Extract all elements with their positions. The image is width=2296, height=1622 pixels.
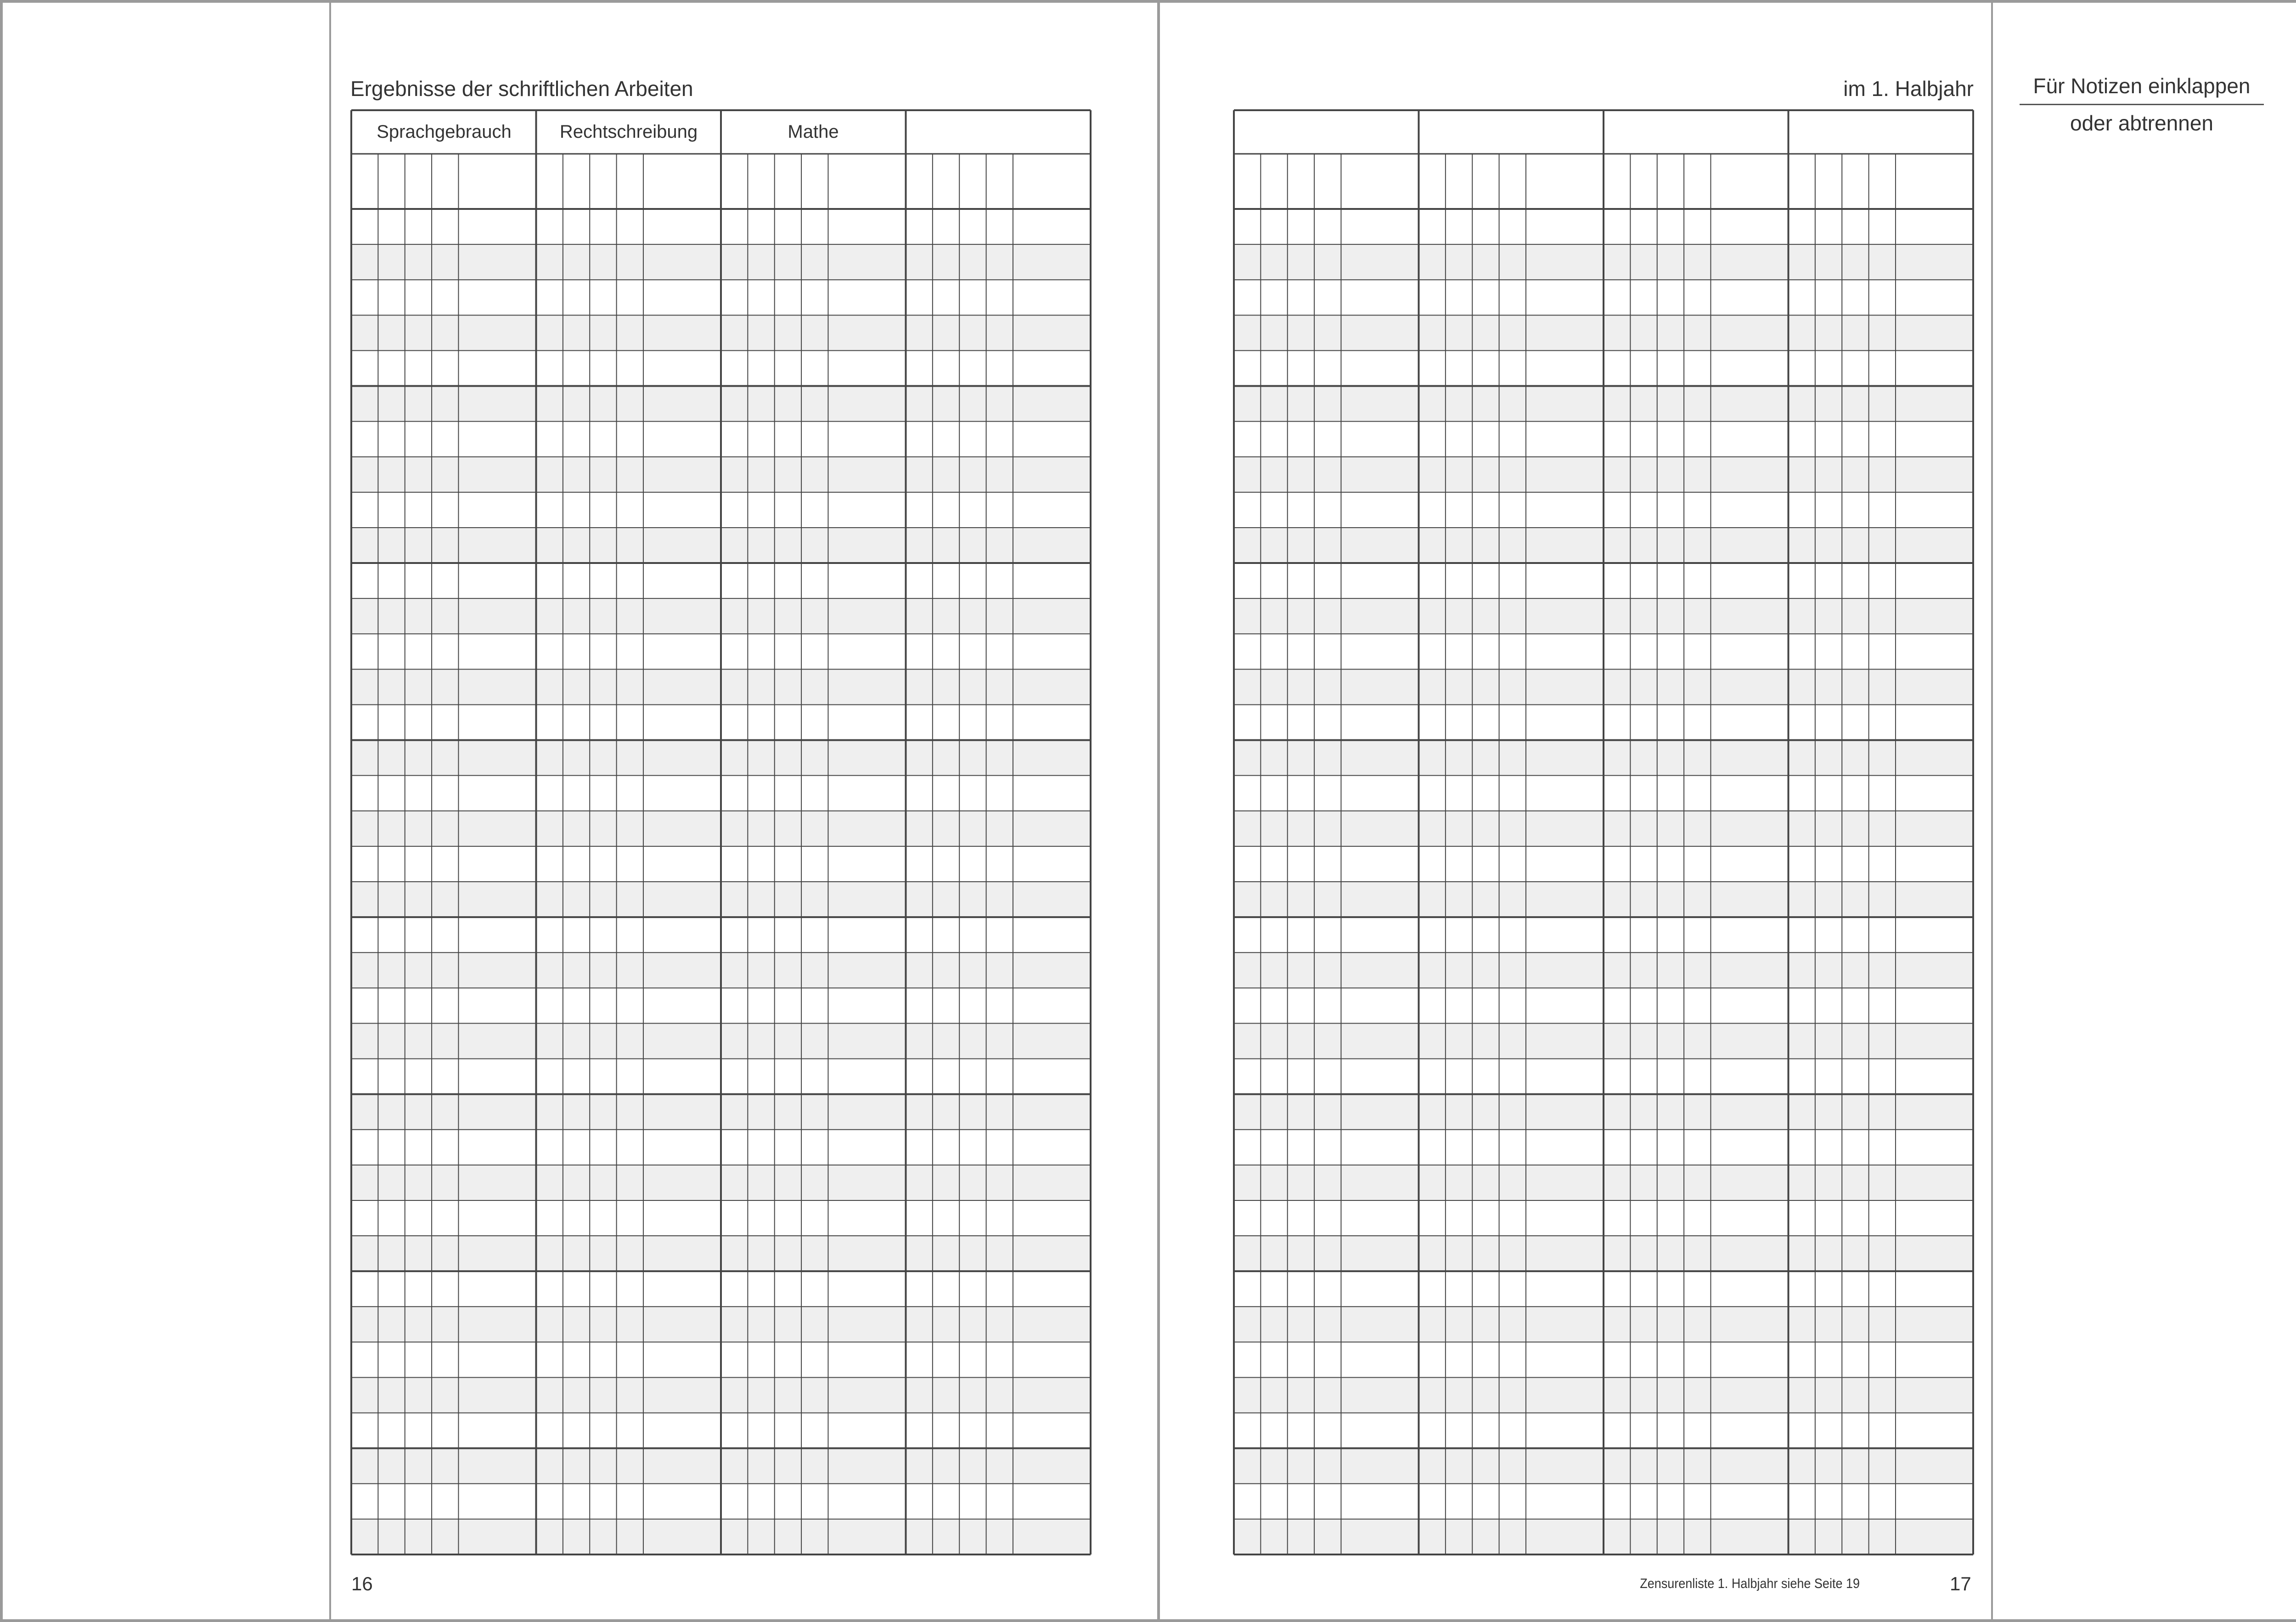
grades-table-left bbox=[350, 109, 1092, 1555]
column-header-mathe: Mathe bbox=[788, 122, 839, 142]
right-page-title: im 1. Halbjahr bbox=[1843, 77, 1974, 101]
right-page-number: 17 bbox=[1950, 1573, 1971, 1594]
right-table-grid bbox=[1233, 109, 1974, 1555]
grades-table-right bbox=[1233, 109, 1974, 1555]
column-header-sprachgebrauch: Sprachgebrauch bbox=[377, 122, 512, 142]
left-page-title: Ergebnisse der schriftlichen Arbeiten bbox=[350, 77, 693, 101]
left-page-number: 16 bbox=[351, 1573, 373, 1594]
side-flap-line2: oder abtrennen bbox=[2070, 111, 2214, 135]
column-header-rechtschreibung: Rechtschreibung bbox=[559, 122, 698, 142]
side-flap-line1: Für Notizen einklappen bbox=[2020, 73, 2264, 105]
center-fold bbox=[1157, 0, 1160, 1622]
side-flap-note bbox=[2020, 73, 2264, 135]
binding-margin-left bbox=[329, 0, 331, 1622]
left-table-grid bbox=[350, 109, 1092, 1555]
flap-fold-line bbox=[1991, 0, 1993, 1622]
right-page-footnote: Zensurenliste 1. Halbjahr siehe Seite 19 bbox=[1640, 1576, 1860, 1591]
